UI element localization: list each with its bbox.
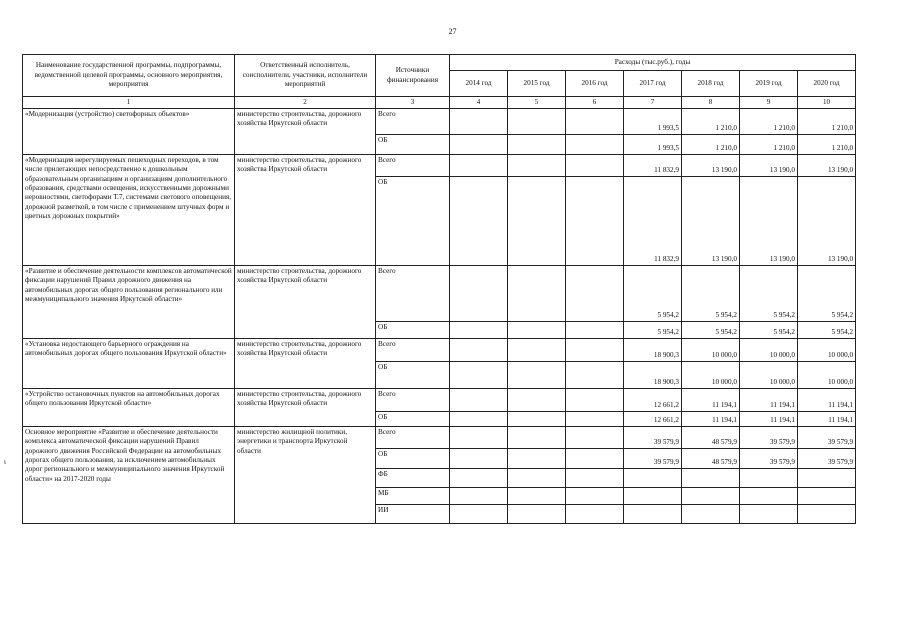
margin-mark: ι	[4, 458, 6, 466]
amount-cell: 39 579,9	[740, 427, 798, 449]
empty-year-cell	[566, 339, 624, 362]
funding-source: Всего	[376, 266, 450, 322]
empty-year-cell	[450, 505, 508, 524]
amount-cell: 13 190,0	[682, 177, 740, 266]
empty-year-cell	[508, 505, 566, 524]
amount-cell: 5 954,2	[624, 322, 682, 339]
empty-year-cell	[450, 177, 508, 266]
amount-cell: 11 194,1	[740, 412, 798, 427]
amount-cell	[740, 488, 798, 505]
header-year: 2014 год	[450, 71, 508, 97]
amount-cell: 1 210,0	[798, 135, 856, 155]
amount-cell: 5 954,2	[682, 266, 740, 322]
amount-cell	[624, 469, 682, 488]
empty-year-cell	[450, 155, 508, 177]
amount-cell	[740, 505, 798, 524]
amount-cell: 5 954,2	[624, 266, 682, 322]
header-name: Наименование государственной программы, подпрограммы, ведомственной целевой программы, основного мероприятия, мероприятия	[23, 55, 235, 97]
amount-cell	[798, 505, 856, 524]
funding-source: ОБ	[376, 322, 450, 339]
amount-cell: 1 210,0	[740, 109, 798, 135]
amount-cell	[682, 505, 740, 524]
empty-year-cell	[450, 389, 508, 412]
empty-year-cell	[450, 266, 508, 322]
amount-cell: 1 210,0	[682, 135, 740, 155]
empty-year-cell	[508, 469, 566, 488]
funding-source: Всего	[376, 339, 450, 362]
amount-cell: 10 000,0	[798, 339, 856, 362]
empty-year-cell	[450, 449, 508, 469]
table-row	[23, 389, 856, 412]
empty-year-cell	[566, 488, 624, 505]
empty-year-cell	[566, 362, 624, 389]
amount-cell: 11 194,1	[682, 389, 740, 412]
amount-cell: 13 190,0	[682, 155, 740, 177]
amount-cell: 1 993,5	[624, 135, 682, 155]
column-number: 10	[798, 97, 856, 109]
amount-cell: 48 579,9	[682, 449, 740, 469]
funding-source: ОБ	[376, 177, 450, 266]
column-number: 9	[740, 97, 798, 109]
amount-cell: 10 000,0	[740, 362, 798, 389]
measure-name: «Развитие и обеспечение деятельности комплексов автоматической фиксации нарушений Правил дорожного движения на автомобильных дорогах общего пользования регионального или межмуниципального значения Иркутской области»	[23, 266, 235, 339]
empty-year-cell	[508, 449, 566, 469]
header-year: 2016 год	[566, 71, 624, 97]
amount-cell: 1 993,5	[624, 109, 682, 135]
amount-cell	[682, 488, 740, 505]
table-row	[23, 109, 856, 135]
amount-cell: 18 900,3	[624, 362, 682, 389]
amount-cell: 10 000,0	[682, 339, 740, 362]
column-number: 5	[508, 97, 566, 109]
executor-name: министерство строительства, дорожного хозяйства Иркутской области	[235, 266, 376, 339]
executor-name: министерство строительства, дорожного хозяйства Иркутской области	[235, 389, 376, 427]
amount-cell: 39 579,9	[624, 449, 682, 469]
amount-cell: 39 579,9	[798, 449, 856, 469]
amount-cell	[624, 488, 682, 505]
amount-cell: 5 954,2	[740, 322, 798, 339]
funding-source: ИИ	[376, 505, 450, 524]
table-row	[23, 155, 856, 177]
header-year: 2020 год	[798, 71, 856, 97]
empty-year-cell	[566, 109, 624, 135]
empty-year-cell	[566, 155, 624, 177]
column-number-row	[23, 97, 856, 109]
amount-cell: 13 190,0	[740, 155, 798, 177]
amount-cell: 11 194,1	[682, 412, 740, 427]
amount-cell	[798, 469, 856, 488]
column-number: 4	[450, 97, 508, 109]
empty-year-cell	[450, 488, 508, 505]
funding-source: Всего	[376, 389, 450, 412]
funding-source: Всего	[376, 427, 450, 449]
amount-cell: 48 579,9	[682, 427, 740, 449]
measure-name: «Установка недостающего барьерного ограждения на автомобильных дорогах общего пользования Иркутской области»	[23, 339, 235, 389]
empty-year-cell	[508, 135, 566, 155]
amount-cell: 39 579,9	[740, 449, 798, 469]
empty-year-cell	[450, 135, 508, 155]
measure-name: «Устройство остановочных пунктов на автомобильных дорогах общего пользования Иркутской области»	[23, 389, 235, 427]
amount-cell: 11 832,9	[624, 177, 682, 266]
column-number: 7	[624, 97, 682, 109]
funding-source: ОБ	[376, 449, 450, 469]
empty-year-cell	[508, 488, 566, 505]
executor-name: министерство строительства, дорожного хозяйства Иркутской области	[235, 109, 376, 155]
funding-source: ОБ	[376, 412, 450, 427]
amount-cell: 5 954,2	[798, 266, 856, 322]
amount-cell: 10 000,0	[798, 362, 856, 389]
empty-year-cell	[508, 389, 566, 412]
funding-source: ОБ	[376, 135, 450, 155]
executor-name: министерство строительства, дорожного хозяйства Иркутской области	[235, 339, 376, 389]
empty-year-cell	[508, 427, 566, 449]
empty-year-cell	[566, 505, 624, 524]
amount-cell: 11 194,1	[798, 389, 856, 412]
empty-year-cell	[450, 427, 508, 449]
empty-year-cell	[566, 389, 624, 412]
empty-year-cell	[566, 469, 624, 488]
header-year: 2015 год	[508, 71, 566, 97]
amount-cell	[624, 505, 682, 524]
amount-cell: 10 000,0	[740, 339, 798, 362]
amount-cell: 11 832,9	[624, 155, 682, 177]
empty-year-cell	[450, 109, 508, 135]
header-source: Источники финансирования	[376, 55, 450, 97]
funding-source: ОБ	[376, 362, 450, 389]
amount-cell: 10 000,0	[682, 362, 740, 389]
empty-year-cell	[508, 177, 566, 266]
amount-cell: 12 661,2	[624, 412, 682, 427]
table-row	[23, 339, 856, 362]
empty-year-cell	[450, 362, 508, 389]
funding-source: Всего	[376, 109, 450, 135]
empty-year-cell	[566, 449, 624, 469]
empty-year-cell	[566, 266, 624, 322]
column-number: 6	[566, 97, 624, 109]
page-number: 27	[448, 27, 457, 36]
empty-year-cell	[508, 362, 566, 389]
column-number: 2	[235, 97, 376, 109]
amount-cell	[740, 469, 798, 488]
amount-cell: 1 210,0	[740, 135, 798, 155]
amount-cell: 5 954,2	[682, 322, 740, 339]
funding-source: Всего	[376, 155, 450, 177]
empty-year-cell	[508, 412, 566, 427]
header-expenses: Расходы (тыс.руб.), годы	[450, 55, 856, 71]
header-executor: Ответственный исполнитель, соисполнители, участники, исполнители мероприятий	[235, 55, 376, 97]
empty-year-cell	[450, 322, 508, 339]
measure-name: «Модернизация (устройство) светофорных объектов»	[23, 109, 235, 155]
amount-cell: 1 210,0	[798, 109, 856, 135]
measure-name: Основное мероприятие «Развитие и обеспечение деятельности комплекса автоматической фиксации нарушений Правил дорожного движения Российской Федерации на автомобильных дорогах общего пользования, за исключением автомобильных дорог регионального и межмуниципального значения Иркутской области» на 2017-2020 годы	[23, 427, 235, 524]
empty-year-cell	[566, 177, 624, 266]
column-number: 3	[376, 97, 450, 109]
amount-cell: 12 661,2	[624, 389, 682, 412]
empty-year-cell	[566, 322, 624, 339]
amount-cell: 11 194,1	[798, 412, 856, 427]
empty-year-cell	[508, 155, 566, 177]
amount-cell: 1 210,0	[682, 109, 740, 135]
budget-table	[22, 54, 856, 524]
empty-year-cell	[508, 109, 566, 135]
amount-cell	[798, 488, 856, 505]
amount-cell: 13 190,0	[798, 177, 856, 266]
header-year: 2019 год	[740, 71, 798, 97]
amount-cell: 5 954,2	[740, 266, 798, 322]
empty-year-cell	[566, 412, 624, 427]
amount-cell: 18 900,3	[624, 339, 682, 362]
empty-year-cell	[508, 266, 566, 322]
empty-year-cell	[450, 339, 508, 362]
column-number: 8	[682, 97, 740, 109]
header-year: 2018 год	[682, 71, 740, 97]
empty-year-cell	[450, 469, 508, 488]
column-number: 1	[23, 97, 235, 109]
header-year: 2017 год	[624, 71, 682, 97]
empty-year-cell	[450, 412, 508, 427]
amount-cell: 5 954,2	[798, 322, 856, 339]
amount-cell: 13 190,0	[740, 177, 798, 266]
empty-year-cell	[508, 339, 566, 362]
amount-cell: 13 190,0	[798, 155, 856, 177]
empty-year-cell	[508, 322, 566, 339]
amount-cell: 39 579,9	[798, 427, 856, 449]
empty-year-cell	[566, 427, 624, 449]
executor-name: министерство строительства, дорожного хозяйства Иркутской области	[235, 155, 376, 266]
table-row	[23, 427, 856, 449]
measure-name: «Модернизация нерегулируемых пешеходных переходов, в том числе прилегающих непосредственно к дошкольным образовательным организациям и организациям дополнительного образования, средствами освещения, искусственными дорожными неровностями, светофорами Т.7, системами светового оповещения, дорожной разметкой, в том числе с применением штучных форм и цветных дорожных покрытий»	[23, 155, 235, 266]
table-row	[23, 266, 856, 322]
funding-source: МБ	[376, 488, 450, 505]
executor-name: министерство жилищной политики, энергетики и транспорта Иркутской области	[235, 427, 376, 524]
amount-cell: 11 194,1	[740, 389, 798, 412]
funding-source: ФБ	[376, 469, 450, 488]
amount-cell	[682, 469, 740, 488]
empty-year-cell	[566, 135, 624, 155]
amount-cell: 39 579,9	[624, 427, 682, 449]
